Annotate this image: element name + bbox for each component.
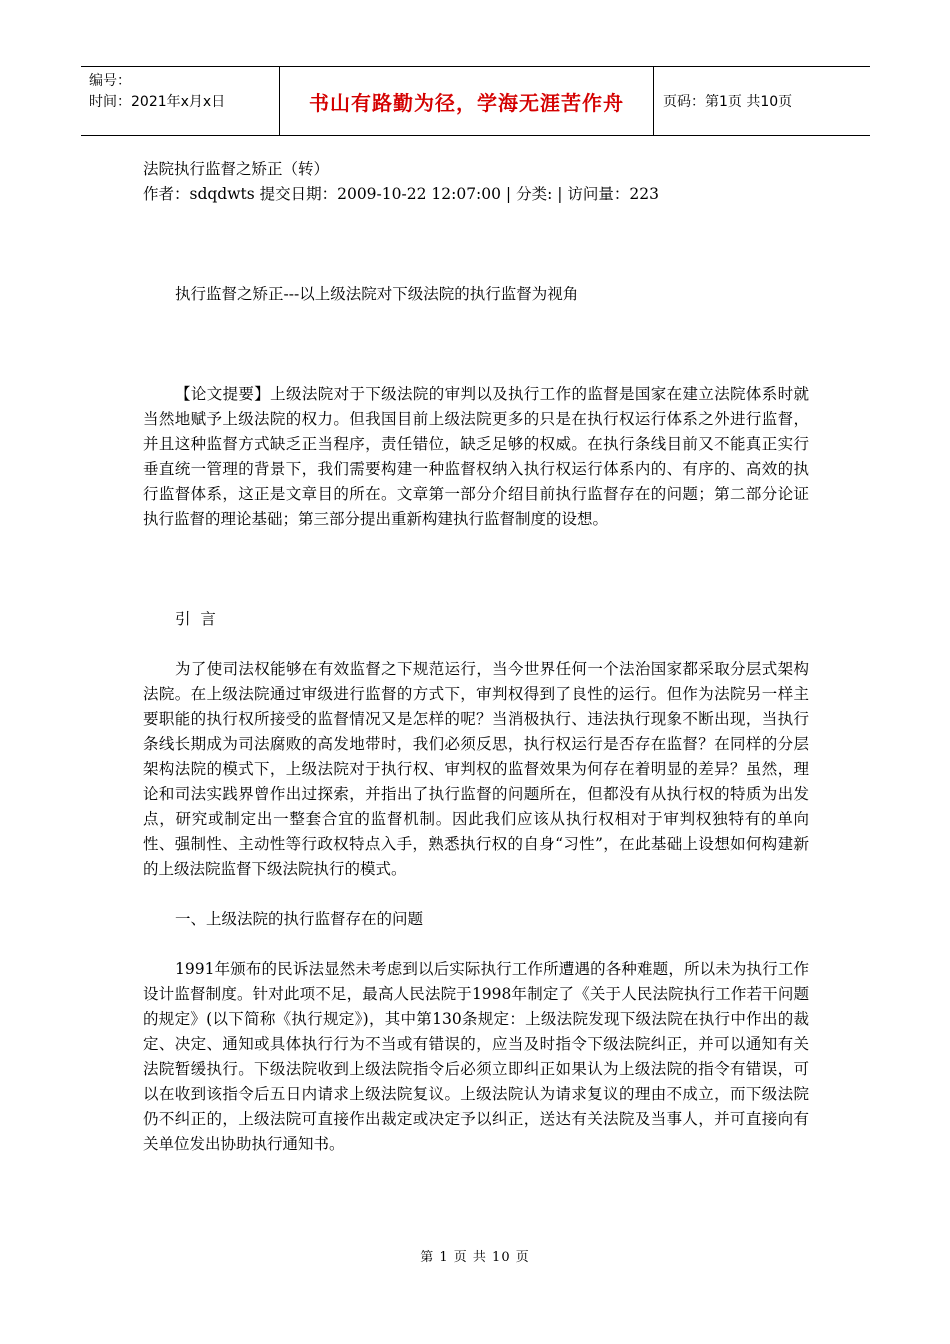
- spacer: [143, 632, 809, 657]
- article-title: 法院执行监督之矫正（转）: [143, 160, 330, 178]
- spacer: [143, 882, 809, 907]
- serial-number-label: 编号：: [89, 73, 131, 89]
- page-info-text: 页码：第1页 共10页: [663, 94, 793, 110]
- document-header: [81, 66, 870, 136]
- spacer: [143, 932, 809, 957]
- motto-text: 书山有路勤为径，学海无涯苦作舟: [309, 90, 624, 115]
- date-label: 时间：2021年x月x日: [89, 94, 226, 110]
- article-body: [143, 157, 809, 1157]
- article-meta: 作者：sdqdwts 提交日期：2009-10-22 12:07:00 | 分类: | 访问量：223: [143, 185, 659, 203]
- article-subtitle: 执行监督之矫正---以上级法院对下级法院的执行监督为视角: [175, 285, 579, 303]
- intro-heading: 引 言: [175, 610, 216, 628]
- header-page-info-cell: [654, 67, 870, 135]
- header-motto-cell: [280, 67, 654, 135]
- abstract-paragraph: 【论文提要】上级法院对于下级法院的审判以及执行工作的监督是国家在建立法院体系时就当然地赋予上级法院的权力。但我国目前上级法院更多的只是在执行权运行体系之外进行监督，并且这种监督方式缺乏正当程序，责任错位，缺乏足够的权威。在执行条线目前又不能真正实行垂直统一管理的背景下，我们需要构建一种监督权纳入执行权运行体系内的、有序的、高效的执行监督体系，这正是文章目的所在。文章第一部分介绍目前执行监督存在的问题；第二部分论证执行监督的理论基础；第三部分提出重新构建执行监督制度的设想。: [143, 385, 809, 528]
- footer-page-number: 第 1 页 共 10 页: [420, 1250, 530, 1265]
- spacer: [143, 532, 809, 607]
- intro-paragraph: 为了使司法权能够在有效监督之下规范运行，当今世界任何一个法治国家都采取分层式架构法院。在上级法院通过审级进行监督的方式下，审判权得到了良性的运行。但作为法院另一样主要职能的执行权所接受的监督情况又是怎样的呢？当消极执行、违法执行现象不断出现，当执行条线长期成为司法腐败的高发地带时，我们必须反思，执行权运行是否存在监督？在同样的分层架构法院的模式下，上级法院对于执行权、审判权的监督效果为何存在着明显的差异？虽然，理论和司法实践界曾作出过探索，并指出了执行监督的问题所在，但都没有从执行权的特质为出发点，研究或制定出一整套合宜的监督机制。因此我们应该从执行权相对于审判权独特有的单向性、强制性、主动性等行政权特点入手，熟悉执行权的自身“习性”，在此基础上设想如何构建新的上级法院监督下级法院执行的模式。: [143, 660, 809, 878]
- spacer: [143, 307, 809, 382]
- page-footer: [0, 1246, 950, 1265]
- header-left-cell: [81, 67, 280, 135]
- spacer: [143, 207, 809, 282]
- section1-paragraph: 1991年颁布的民诉法显然未考虑到以后实际执行工作所遭遇的各种难题，所以未为执行工作设计监督制度。针对此项不足，最高人民法院于1998年制定了《关于人民法院执行工作若干问题的规定》(以下简称《执行规定》)，其中第130条规定：上级法院发现下级法院在执行中作出的裁定、决定、通知或具体执行行为不当或有错误的，应当及时指令下级法院纠正，并可以通知有关法院暂缓执行。下级法院收到上级法院指令后必须立即纠正如果认为上级法院的指令有错误，可以在收到该指令后五日内请求上级法院复议。上级法院认为请求复议的理由不成立，而下级法院仍不纠正的，上级法院可直接作出裁定或决定予以纠正，送达有关法院及当事人，并可直接向有关单位发出协助执行通知书。: [143, 960, 809, 1153]
- section1-heading: 一、上级法院的执行监督存在的问题: [175, 910, 424, 928]
